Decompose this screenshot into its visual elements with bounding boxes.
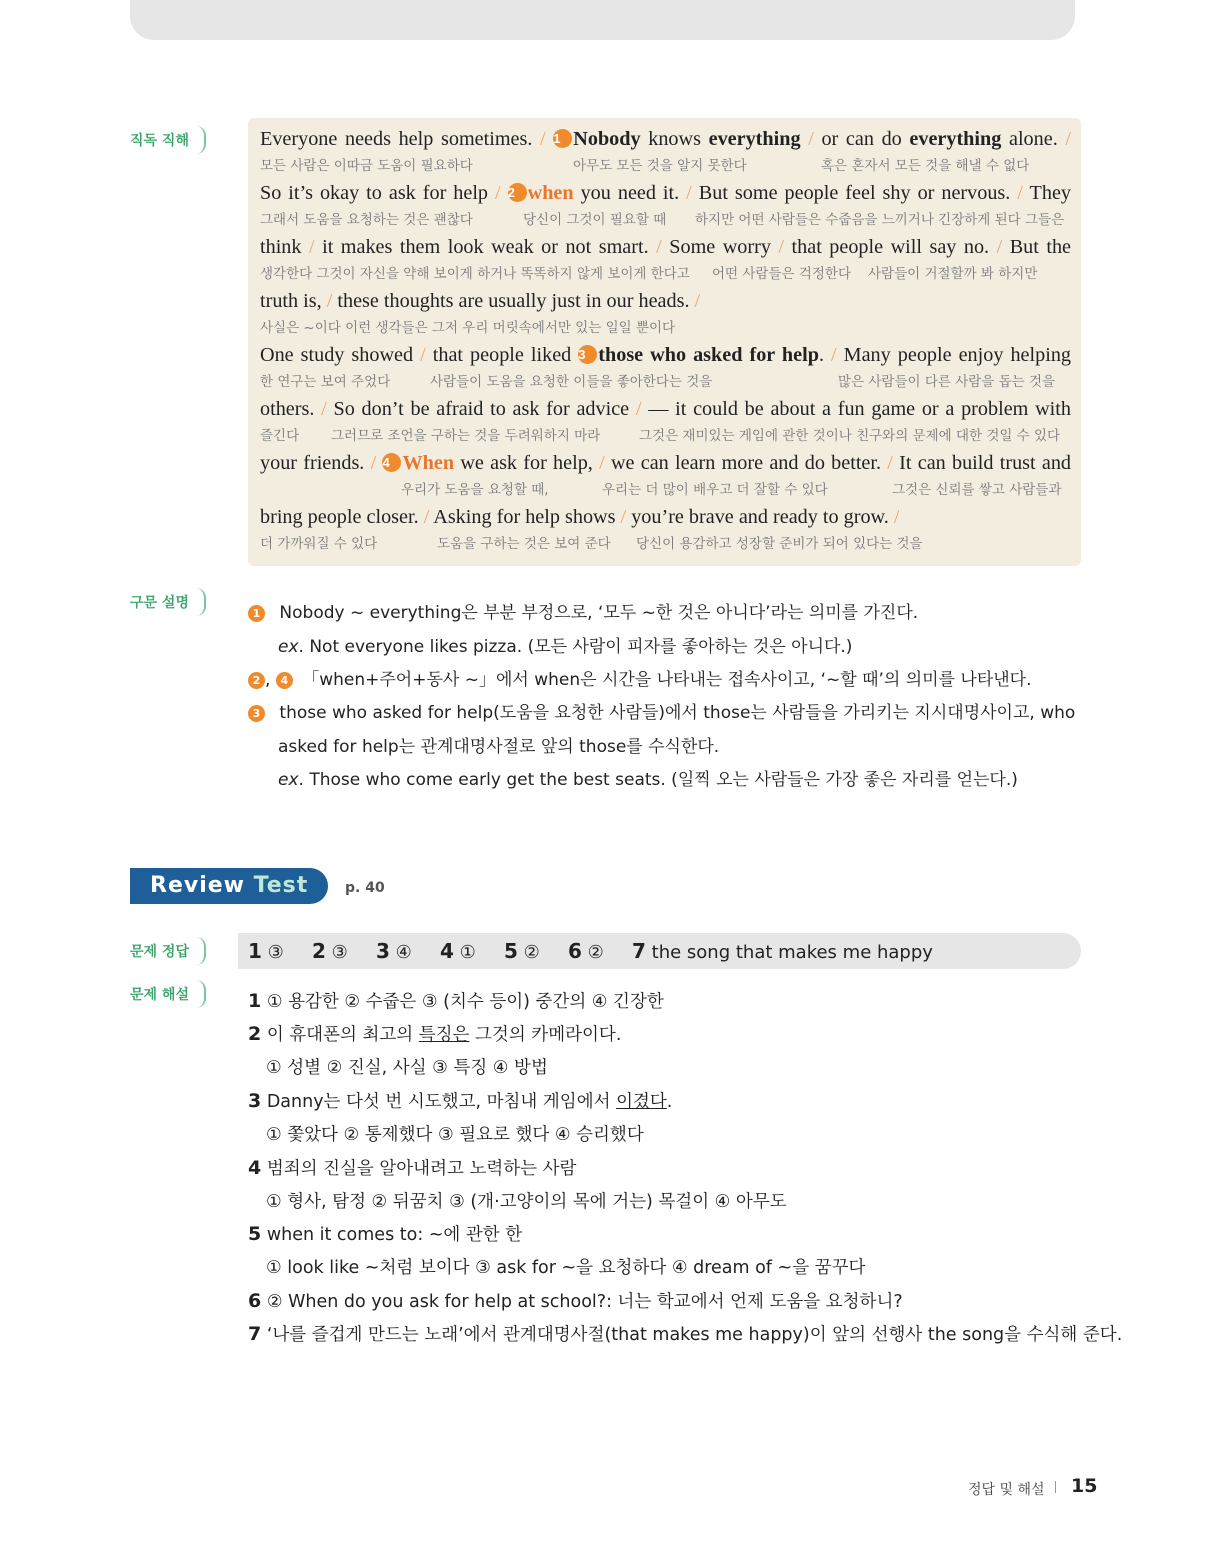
english-text: think / it makes them look weak or not smart. / Some worry / that people will say no. / But the [260,236,1072,258]
review-test-title: Review Test [130,868,328,904]
reading-line [260,442,1071,496]
answer-item: 6 ② [568,939,604,963]
korean-gloss: 즐긴다 [260,428,300,444]
reading-line [260,172,1071,226]
answer-item: 4 ① [440,939,476,963]
korean-gloss: 사람들이 거절할까 봐 하지만 [868,266,1038,282]
korean-gloss: 하지만 어떤 사람들은 수줍음을 느끼거나 긴장하게 된다 그들은 [695,212,1065,228]
korean-gloss: 많은 사람들이 다른 사람을 돕는 것을 [838,374,1056,390]
reading-translation-box [248,118,1081,566]
korean-gloss: 혹은 혼자서 모든 것을 해낼 수 없다 [821,158,1030,174]
footer-divider [1055,1481,1056,1493]
grammar-note-3: 3 those who asked for help(도움을 요청한 사람들)에서 those는 사람들을 가리키는 지시대명사이고, who [248,698,1075,723]
number-3-icon: 3 [578,345,597,364]
solution-3-options: ① 쫓았다 ② 통제했다 ③ 필요로 했다 ④ 승리했다 [266,1125,644,1145]
reading-line [260,496,1071,550]
reading-line [260,388,1071,442]
solution-7: 7 ‘나를 즐겁게 만드는 노래’에서 관계대명사절(that makes me happy)이 앞의 선행사 the song을 수식해 준다. [248,1323,1123,1345]
solution-5: 5 when it comes to: ~에 관한 한 [248,1223,523,1245]
solution-2-options: ① 성별 ② 진실, 사실 ③ 특징 ④ 방법 [266,1058,548,1078]
solution-5-options: ① look like ~처럼 보이다 ③ ask for ~을 요청하다 ④ dream of ~을 꿈꾸다 [266,1258,866,1278]
solution-4-options: ① 형사, 탐정 ② 뒤꿈치 ③ (개·고양이의 목에 거는) 목걸이 ④ 아무도 [266,1192,787,1212]
grammar-note-2: 2 , 4 「when+주어+동사 ~」에서 when은 시간을 나타내는 접속사이고, ‘~할 때’의 의미를 나타낸다. [248,665,1032,690]
number-2-icon: 2 [248,672,265,689]
reading-line [260,118,1071,172]
korean-gloss: 우리는 더 많이 배우고 더 잘할 수 있다 [602,482,828,498]
answer-item: 1 ③ [248,939,284,963]
answer-item: 3 ④ [376,939,412,963]
answer-item: 2 ③ [312,939,348,963]
number-2-icon: 2 [508,183,527,202]
answer-item: 7 the song that makes me happy [632,939,933,963]
korean-gloss: 어떤 사람들은 걱정한다 [712,266,851,282]
korean-gloss: 모든 사람은 이따금 도움이 필요하다 [260,158,473,174]
korean-gloss: 그것은 재미있는 게임에 관한 것이나 친구와의 문제에 대한 것일 수 있다 [639,428,1061,444]
korean-gloss: 생각한다 그것이 자신을 약해 보이게 하거나 똑똑하지 않게 보이게 한다고 [260,266,690,282]
korean-gloss: 그래서 도움을 요청하는 것은 괜찮다 [260,212,473,228]
english-text: your friends. / 4 When we ask for help, / we can learn more and do better. / It can build trust and [260,452,1072,474]
top-header-band [130,0,1075,40]
number-1-icon: 1 [553,129,572,148]
korean-gloss: 한 연구는 보여 주었다 [260,374,391,390]
english-text: Everyone needs help sometimes. / 1 Nobody knows everything / or can do everything alone. / [260,128,1071,150]
answer-item: 5 ② [504,939,540,963]
page-number: 15 [1071,1475,1098,1497]
grammar-note-1: 1 Nobody ~ everything은 부분 부정으로, ‘모두 ~한 것은 아니다’라는 의미를 가진다. [248,598,918,623]
solution-3: 3 Danny는 다섯 번 시도했고, 마침내 게임에서 이겼다. [248,1090,673,1112]
korean-gloss: 당신이 그것이 필요할 때 [523,212,667,228]
grammar-example-3: ex. Those who come early get the best seats. (일찍 오는 사람들은 가장 좋은 자리를 얻는다.) [278,770,1018,790]
korean-gloss: 사람들이 도움을 요청한 이들을 좋아한다는 것을 [430,374,713,390]
reading-line [260,280,1071,334]
reading-line [260,334,1071,388]
number-3-icon: 3 [248,705,265,722]
english-text: One study showed / that people liked 3 those who asked for help. / Many people enjoy helping [260,344,1072,366]
solution-1: 1 ① 용감한 ② 수줍은 ③ (치수 등이) 중간의 ④ 긴장한 [248,990,664,1012]
tab-answers: 문제 정답 [130,937,206,965]
grammar-example-1: ex. Not everyone likes pizza. (모든 사람이 피자를 좋아하는 것은 아니다.) [278,637,853,657]
tab-reading: 직독 직해 [130,126,206,154]
number-1-icon: 1 [248,605,265,622]
korean-gloss: 당신이 용감하고 성장할 준비가 되어 있다는 것을 [636,536,923,552]
footer-label: 정답 및 해설 [968,1482,1045,1498]
english-text: So it’s okay to ask for help / 2 when you need it. / But some people feel shy or nervous. / They [260,182,1072,204]
english-text: truth is, / these thoughts are usually just in our heads. / [260,290,701,312]
reading-line [260,226,1071,280]
number-4-icon: 4 [382,453,401,472]
solution-2: 2 이 휴대폰의 최고의 특징은 그것의 카메라이다. [248,1023,622,1045]
korean-gloss: 그러므로 조언을 구하는 것을 두려워하지 마라 [331,428,601,444]
tab-solutions: 문제 해설 [130,980,206,1008]
korean-gloss: 그것은 신뢰를 쌓고 사람들과 [892,482,1062,498]
korean-gloss: 도움을 구하는 것은 보여 준다 [437,536,611,552]
solution-4: 4 범죄의 진실을 알아내려고 노력하는 사람 [248,1157,577,1179]
page-reference: p. 40 [345,880,385,896]
tab-grammar: 구문 설명 [130,588,206,616]
number-4-icon: 4 [276,672,293,689]
english-text: others. / So don’t be afraid to ask for advice / — it could be about a fun game or a problem with [260,398,1071,420]
solution-6: 6 ② When do you ask for help at school?: 너는 학교에서 언제 도움을 요청하니? [248,1290,903,1312]
korean-gloss: 아무도 모든 것을 알지 못한다 [573,158,747,174]
grammar-note-3-cont: asked for help는 관계대명사절로 앞의 those를 수식한다. [278,737,720,757]
korean-gloss: 우리가 도움을 요청할 때, [401,482,549,498]
korean-gloss: 더 가까워질 수 있다 [260,536,378,552]
english-text: bring people closer. / Asking for help shows / you’re brave and ready to grow. / [260,506,900,528]
korean-gloss: 사실은 ~이다 이런 생각들은 그저 우리 머릿속에서만 있는 일일 뿐이다 [260,320,676,336]
